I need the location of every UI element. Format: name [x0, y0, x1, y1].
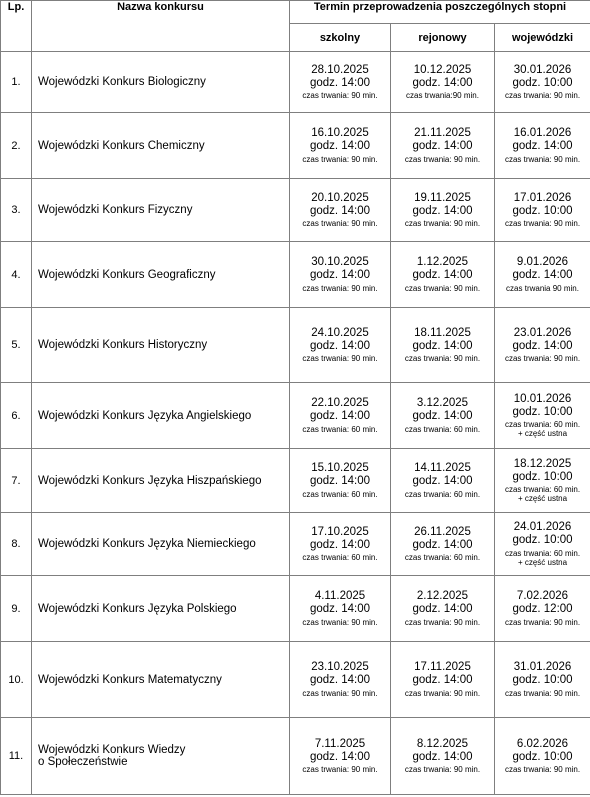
stage-date: 8.12.2025 [416, 737, 469, 750]
stage-duration: czas trwania: 60 min. [504, 485, 581, 495]
stage-date: 18.12.2025 [513, 457, 572, 470]
stage-duration: czas trwania: 90 min. [302, 617, 378, 627]
stage-cell-voiv [495, 242, 590, 308]
header-stages-group: Termin przeprowadzenia poszczególnych stopni [290, 1, 590, 24]
stage-cell-voiv [495, 52, 590, 113]
stage-date: 18.11.2025 [414, 326, 471, 339]
stage-date: 14.11.2025 [414, 462, 471, 475]
stage-cell-regional [391, 576, 495, 642]
stage-cell-school [290, 449, 391, 513]
stage-cell-voiv [495, 308, 590, 383]
contest-name-line: Wojewódzki Konkurs Biologiczny [38, 76, 206, 88]
stage-time: godz. 14:00 [412, 339, 473, 352]
contest-name [32, 513, 290, 576]
table-row [1, 113, 590, 179]
stage-cell-voiv [495, 642, 590, 718]
table-row [1, 449, 590, 513]
stage-cell-school [290, 242, 391, 308]
stage-cell-school [290, 576, 391, 642]
stage-duration: czas trwania: 90 min. [504, 765, 581, 775]
table-row [1, 242, 590, 308]
stage-cell-school [290, 642, 391, 718]
stage-duration: czas trwania 90 min. [506, 283, 579, 293]
stage-duration: czas trwania: 90 min. [404, 354, 481, 364]
stage-duration: czas trwania: 90 min. [404, 688, 481, 698]
stage-date: 2.12.2025 [416, 590, 469, 603]
stage-cell-regional [391, 642, 495, 718]
stage-time: godz. 10:00 [512, 76, 573, 89]
stage-date: 21.11.2025 [414, 127, 471, 140]
stage-duration: czas trwania: 60 min. [302, 553, 378, 563]
stage-time: godz. 14:00 [412, 674, 473, 687]
stage-duration: czas trwania: 90 min. [404, 219, 481, 229]
contest-name-line: Wojewódzki Konkurs Języka Angielskiego [38, 409, 252, 422]
stage-cell-school [290, 718, 391, 795]
stage-duration: czas trwania: 90 min. [302, 688, 378, 698]
stage-cell-regional [391, 242, 495, 308]
stage-cell-regional [391, 308, 495, 383]
table-row [1, 308, 590, 383]
stage-cell-school [290, 179, 391, 242]
stage-time: godz. 14:00 [309, 538, 371, 551]
stage-date: 30.01.2026 [513, 63, 572, 76]
stage-extra-note: + część ustna [517, 494, 568, 504]
stage-cell-voiv [495, 113, 590, 179]
table-row [1, 383, 590, 449]
stage-date: 31.01.2026 [513, 661, 572, 674]
stage-time: godz. 12:00 [512, 603, 573, 616]
stage-duration: czas trwania: 90 min. [404, 154, 481, 164]
stage-time: godz. 10:00 [512, 750, 573, 763]
stage-time: godz. 10:00 [512, 470, 573, 483]
stage-date: 23.10.2025 [311, 661, 369, 674]
stage-time: godz. 14:00 [412, 538, 473, 551]
stage-date: 20.10.2025 [311, 191, 369, 204]
contest-name [32, 383, 290, 449]
stage-time: godz. 14:00 [412, 475, 473, 488]
contest-name-line: Wojewódzki Konkurs Języka Polskiego [38, 602, 237, 615]
stage-time: godz. 14:00 [309, 140, 371, 153]
row-number: 6. [1, 383, 32, 449]
row-number: 8. [1, 513, 32, 576]
contest-name-line: Wojewódzki Konkurs Geograficzny [38, 268, 216, 281]
stage-time: godz. 14:00 [309, 204, 371, 217]
contest-name [32, 113, 290, 179]
stage-date: 15.10.2025 [311, 462, 369, 475]
contest-name-line: Wojewódzki Konkurs Chemiczny [38, 139, 205, 152]
stage-cell-regional [391, 718, 495, 795]
contest-name-line: Wojewódzki Konkurs Wiedzy [38, 744, 186, 756]
stage-duration: czas trwania: 90 min. [504, 91, 581, 101]
row-number: 1. [1, 52, 32, 113]
stage-date: 10.12.2025 [413, 63, 472, 76]
stage-duration: czas trwania: 90 min. [302, 154, 378, 164]
row-number: 2. [1, 113, 32, 179]
stage-duration: czas trwania: 60 min. [504, 420, 581, 430]
row-number: 10. [1, 642, 32, 718]
contest-name [32, 718, 290, 795]
row-number: 9. [1, 576, 32, 642]
stage-date: 24.01.2026 [513, 521, 572, 534]
stage-time: godz. 10:00 [512, 534, 573, 547]
stage-time: godz. 14:00 [309, 674, 371, 687]
stage-time: godz. 14:00 [512, 269, 573, 282]
table-body [1, 52, 590, 795]
table-row [1, 513, 590, 576]
stage-date: 16.01.2026 [513, 127, 572, 140]
stage-time: godz. 14:00 [412, 410, 473, 423]
stage-time: godz. 14:00 [412, 140, 473, 153]
contest-name [32, 52, 290, 113]
contest-name [32, 576, 290, 642]
stage-extra-note: + część ustna [517, 557, 568, 567]
row-number: 4. [1, 242, 32, 308]
stage-time: godz. 14:00 [309, 750, 371, 763]
stage-duration: czas trwania: 90 min. [302, 354, 378, 364]
stage-cell-regional [391, 52, 495, 113]
stage-date: 23.01.2026 [513, 326, 572, 339]
stage-cell-voiv [495, 449, 590, 513]
stage-time: godz. 14:00 [412, 269, 473, 282]
header-name: Nazwa konkursu [32, 1, 290, 52]
stage-date: 4.11.2025 [314, 590, 366, 603]
header-lp: Lp. [1, 1, 32, 52]
stage-duration: czas trwania: 90 min. [404, 283, 481, 293]
contest-name-line: Wojewódzki Konkurs Języka Niemieckiego [38, 538, 256, 550]
stage-time: godz. 14:00 [512, 140, 573, 153]
stage-cell-voiv [495, 718, 590, 795]
stage-time: godz. 14:00 [309, 76, 371, 89]
stage-cell-voiv [495, 383, 590, 449]
stage-duration: czas trwania: 60 min. [404, 489, 481, 499]
stage-date: 1.12.2025 [416, 256, 469, 269]
table-row [1, 642, 590, 718]
row-number: 7. [1, 449, 32, 513]
stage-duration: czas trwania: 90 min. [404, 617, 481, 627]
stage-cell-voiv [495, 513, 590, 576]
contest-name [32, 642, 290, 718]
table-row [1, 179, 590, 242]
stage-date: 9.01.2026 [516, 256, 569, 269]
stage-cell-school [290, 113, 391, 179]
contest-name [32, 179, 290, 242]
stage-date: 24.10.2025 [311, 326, 369, 339]
stage-date: 3.12.2025 [416, 397, 469, 410]
stage-date: 17.11.2025 [414, 661, 471, 674]
stage-cell-regional [391, 513, 495, 576]
stage-duration: czas trwania: 60 min. [404, 424, 481, 434]
row-number: 3. [1, 179, 32, 242]
header-stage-regional: rejonowy [391, 24, 495, 52]
stage-time: godz. 14:00 [309, 269, 371, 282]
contest-name-line: Wojewódzki Konkurs Historyczny [38, 339, 208, 351]
stage-duration: czas trwania: 90 min. [504, 688, 581, 698]
stage-date: 28.10.2025 [311, 63, 369, 76]
stage-cell-regional [391, 179, 495, 242]
stage-extra-note: + część ustna [517, 429, 568, 439]
stage-time: godz. 10:00 [512, 674, 573, 687]
stage-cell-voiv [495, 179, 590, 242]
stage-time: godz. 14:00 [412, 204, 473, 217]
stage-duration: czas trwania: 60 min. [504, 548, 581, 558]
contest-name-line: Wojewódzki Konkurs Języka Hiszpańskiego [38, 474, 262, 487]
stage-duration: czas trwania: 60 min. [302, 424, 378, 434]
stage-time: godz. 10:00 [512, 405, 573, 418]
stage-date: 19.11.2025 [414, 191, 471, 204]
stage-duration: czas trwania:90 min. [406, 91, 479, 101]
stage-date: 7.11.2025 [314, 737, 366, 750]
stage-date: 16.10.2025 [311, 127, 369, 140]
stage-time: godz. 14:00 [309, 603, 371, 616]
stage-cell-regional [391, 449, 495, 513]
stage-date: 22.10.2025 [311, 397, 369, 410]
stage-duration: czas trwania: 90 min. [504, 354, 581, 364]
stage-duration: czas trwania: 90 min. [504, 154, 581, 164]
stage-cell-regional [391, 383, 495, 449]
table-row [1, 718, 590, 795]
contest-name [32, 242, 290, 308]
stage-date: 6.02.2026 [516, 737, 569, 750]
stage-date: 26.11.2025 [414, 525, 471, 538]
stage-time: godz. 14:00 [412, 76, 473, 89]
stage-duration: czas trwania: 90 min. [404, 765, 481, 775]
contest-name-line: Wojewódzki Konkurs Fizyczny [38, 204, 193, 216]
stage-time: godz. 14:00 [309, 475, 371, 488]
row-number: 5. [1, 308, 32, 383]
stage-duration: czas trwania: 90 min. [302, 219, 378, 229]
stage-duration: czas trwania: 90 min. [302, 765, 378, 775]
stage-date: 7.02.2026 [516, 590, 569, 603]
stage-cell-school [290, 52, 391, 113]
stage-time: godz. 14:00 [412, 750, 473, 763]
stage-time: godz. 14:00 [309, 339, 371, 352]
stage-cell-school [290, 513, 391, 576]
table-row [1, 52, 590, 113]
table-row [1, 576, 590, 642]
stage-duration: czas trwania: 60 min. [404, 553, 481, 563]
stage-date: 17.10.2025 [311, 525, 369, 538]
contest-name-line: o Społeczeństwie [38, 756, 128, 768]
contest-name [32, 308, 290, 383]
stage-cell-regional [391, 113, 495, 179]
stage-date: 30.10.2025 [311, 256, 369, 269]
stage-duration: czas trwania: 90 min. [504, 617, 581, 627]
stage-time: godz. 14:00 [309, 410, 371, 423]
contest-name [32, 449, 290, 513]
stage-date: 10.01.2026 [513, 392, 572, 405]
header-stage-voivodeship: wojewódzki [495, 24, 590, 52]
stage-time: godz. 14:00 [412, 603, 473, 616]
stage-time: godz. 14:00 [512, 339, 573, 352]
stage-date: 17.01.2026 [513, 191, 572, 204]
stage-duration: czas trwania: 60 min. [302, 489, 378, 499]
stage-cell-school [290, 383, 391, 449]
header-stage-school: szkolny [290, 24, 391, 52]
stage-duration: czas trwania: 90 min. [504, 219, 581, 229]
contest-name-line: Wojewódzki Konkurs Matematyczny [38, 673, 222, 686]
stage-cell-voiv [495, 576, 590, 642]
row-number: 11. [1, 718, 32, 795]
stage-duration: czas trwania: 90 min. [302, 283, 378, 293]
stage-duration: czas trwania: 90 min. [302, 91, 378, 101]
stage-time: godz. 10:00 [512, 204, 573, 217]
stage-cell-school [290, 308, 391, 383]
